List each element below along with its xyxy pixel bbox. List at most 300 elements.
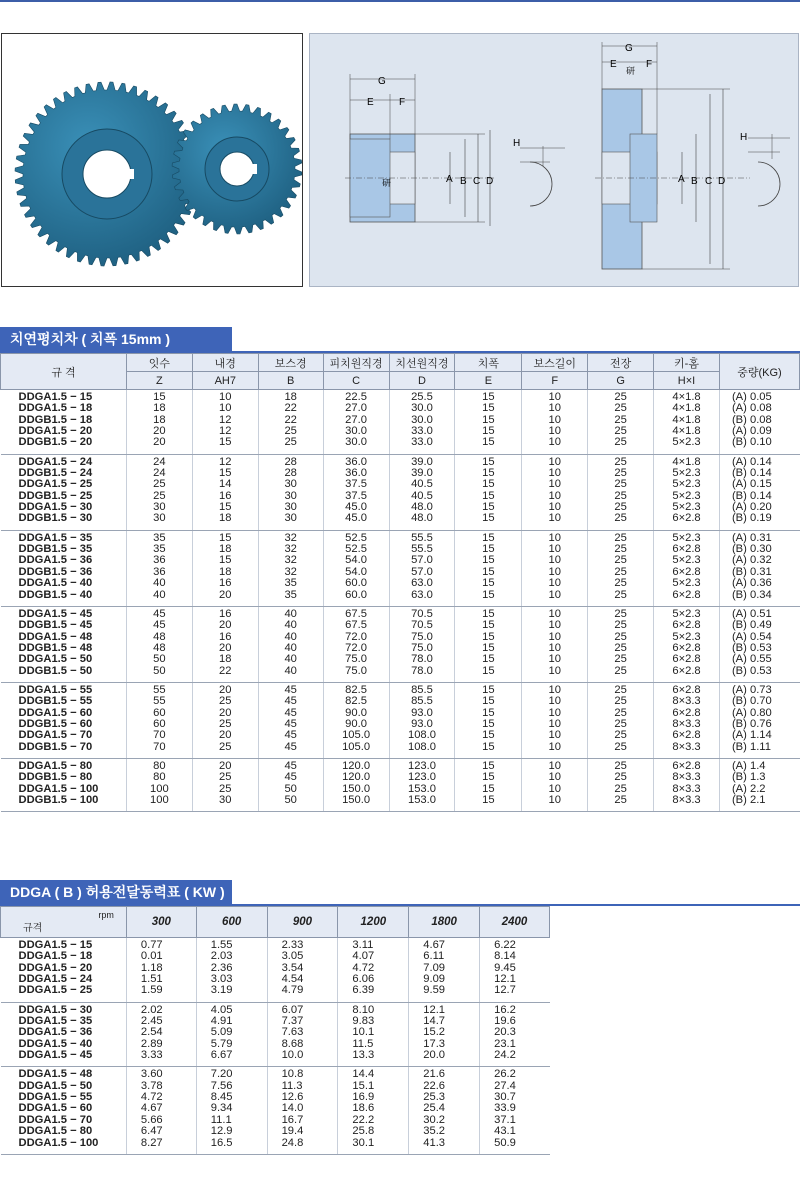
value-cell: 10.8 xyxy=(267,1067,338,1081)
value-cell: 25 xyxy=(192,784,258,795)
dimension-diagram xyxy=(309,33,799,287)
value-cell: 35 xyxy=(258,590,323,607)
value-cell: 15 xyxy=(455,606,522,620)
value-cell: 5.66 xyxy=(126,1115,196,1126)
weight-cell: (B) 2.1 xyxy=(719,795,799,812)
value-cell: 120.0 xyxy=(323,758,389,772)
value-cell: 5×2.3 xyxy=(654,502,720,513)
value-cell: 12.1 xyxy=(409,1002,480,1016)
value-cell: 48.0 xyxy=(389,513,455,530)
value-cell: 36 xyxy=(126,555,192,566)
model-cell: DDGA1.5 − 40 xyxy=(18,1037,93,1050)
value-cell: 15 xyxy=(455,567,522,578)
value-cell: 54.0 xyxy=(323,567,389,578)
value-cell: 25 xyxy=(588,643,654,654)
power-header-rpm: 2400 xyxy=(480,907,550,938)
value-cell: 5.79 xyxy=(196,1039,267,1050)
value-cell: 3.78 xyxy=(126,1081,196,1092)
dim-label-h-b: H xyxy=(740,132,748,143)
table-row xyxy=(1,682,800,696)
value-cell: 15.1 xyxy=(338,1081,409,1092)
value-cell: 25 xyxy=(588,555,654,566)
spec-header-symbol: Z xyxy=(126,372,192,390)
value-cell: 15 xyxy=(455,795,522,812)
value-cell: 50 xyxy=(126,654,192,665)
value-cell: 25 xyxy=(588,590,654,607)
value-cell: 25 xyxy=(258,437,323,454)
spec-table xyxy=(0,353,800,812)
table-row xyxy=(1,758,800,772)
model-cell: DDGA1.5 − 25 xyxy=(18,478,93,491)
weight-cell: (B) 0.49 xyxy=(719,620,799,631)
value-cell: 3.60 xyxy=(126,1067,196,1081)
model-cell: DDGA1.5 − 15 xyxy=(18,391,93,403)
gear-photo xyxy=(1,33,303,287)
value-cell: 6×2.8 xyxy=(654,682,720,696)
value-cell: 48 xyxy=(126,643,192,654)
gear-type-a-drawing xyxy=(345,74,565,226)
value-cell: 25 xyxy=(588,426,654,437)
value-cell: 20 xyxy=(192,708,258,719)
value-cell: 80 xyxy=(126,772,192,783)
value-cell: 82.5 xyxy=(323,696,389,707)
weight-cell: (A) 0.31 xyxy=(719,530,799,544)
value-cell: 24 xyxy=(126,454,192,468)
table-row xyxy=(1,403,800,414)
value-cell: 30 xyxy=(192,795,258,812)
value-cell: 10 xyxy=(522,578,588,589)
model-cell: DDGB1.5 − 60 xyxy=(18,717,93,730)
spec-header-symbol: D xyxy=(389,372,455,390)
dim-label-b-b: B xyxy=(691,176,698,187)
value-cell: 15 xyxy=(455,555,522,566)
value-cell: 30.1 xyxy=(338,1138,409,1155)
value-cell: 6×2.8 xyxy=(654,620,720,631)
value-cell: 37.5 xyxy=(323,491,389,502)
dim-label-g: G xyxy=(378,76,386,87)
value-cell: 39.0 xyxy=(389,454,455,468)
value-cell: 25 xyxy=(126,479,192,490)
large-gear-icon xyxy=(15,82,199,266)
weight-cell: (A) 0.55 xyxy=(719,654,799,665)
spec-section-title: 치연평치차 ( 치폭 15mm ) xyxy=(0,327,232,351)
table-row xyxy=(1,985,550,1002)
value-cell: 6.39 xyxy=(338,985,409,1002)
value-cell: 18 xyxy=(126,403,192,414)
weight-cell: (A) 1.14 xyxy=(719,730,799,741)
value-cell: 20 xyxy=(192,730,258,741)
value-cell: 48 xyxy=(126,632,192,643)
table-row xyxy=(1,654,800,665)
value-cell: 36.0 xyxy=(323,468,389,479)
value-cell: 25 xyxy=(588,390,654,404)
weight-cell: (A) 0.36 xyxy=(719,578,799,589)
table-row xyxy=(1,513,800,530)
value-cell: 70 xyxy=(126,730,192,741)
dimension-drawing xyxy=(310,34,798,286)
model-cell: DDGB1.5 − 20 xyxy=(1,437,127,454)
weight-cell: (A) 0.73 xyxy=(719,682,799,696)
value-cell: 12 xyxy=(192,426,258,437)
value-cell: 52.5 xyxy=(323,544,389,555)
value-cell: 16 xyxy=(192,606,258,620)
value-cell: 54.0 xyxy=(323,555,389,566)
value-cell: 45 xyxy=(258,696,323,707)
value-cell: 35 xyxy=(258,578,323,589)
power-header-model: 규격 xyxy=(23,923,43,934)
value-cell: 10 xyxy=(522,513,588,530)
value-cell: 15 xyxy=(455,719,522,730)
power-header-rpm: 900 xyxy=(267,907,338,938)
value-cell: 45 xyxy=(258,742,323,759)
weight-cell: (B) 0.10 xyxy=(719,437,799,454)
value-cell: 15 xyxy=(455,742,522,759)
spec-header-weight: 중량(KG) xyxy=(719,354,799,390)
value-cell: 82.5 xyxy=(323,682,389,696)
model-cell: DDGA1.5 − 18 xyxy=(18,950,93,963)
value-cell: 20 xyxy=(192,682,258,696)
value-cell: 10 xyxy=(522,491,588,502)
model-cell: DDGA1.5 − 60 xyxy=(18,1102,93,1115)
model-cell: DDGA1.5 − 100 xyxy=(18,782,99,795)
value-cell: 25 xyxy=(588,544,654,555)
value-cell: 25 xyxy=(192,742,258,759)
value-cell: 10 xyxy=(522,530,588,544)
weight-cell: (B) 0.19 xyxy=(719,513,799,530)
value-cell: 15 xyxy=(192,530,258,544)
value-cell: 25 xyxy=(588,454,654,468)
value-cell: 33.0 xyxy=(389,426,455,437)
value-cell: 5×2.3 xyxy=(654,632,720,643)
value-cell: 16.2 xyxy=(480,1002,550,1016)
value-cell: 153.0 xyxy=(389,795,455,812)
value-cell: 9.34 xyxy=(196,1103,267,1114)
value-cell: 10 xyxy=(522,682,588,696)
value-cell: 19.6 xyxy=(480,1016,550,1027)
value-cell: 1.51 xyxy=(126,974,196,985)
value-cell: 60 xyxy=(126,708,192,719)
value-cell: 7.09 xyxy=(409,963,480,974)
value-cell: 25 xyxy=(588,479,654,490)
dim-label-e-b: E xyxy=(610,59,617,70)
value-cell: 6.06 xyxy=(338,974,409,985)
value-cell: 30 xyxy=(126,502,192,513)
weight-cell: (B) 0.08 xyxy=(719,415,799,426)
weight-cell: (A) 0.05 xyxy=(719,390,799,404)
table-row xyxy=(1,1067,550,1081)
value-cell: 15 xyxy=(455,666,522,683)
value-cell: 6×2.8 xyxy=(654,758,720,772)
dim-label-c: C xyxy=(473,176,481,187)
value-cell: 25 xyxy=(258,426,323,437)
value-cell: 8.45 xyxy=(196,1092,267,1103)
spec-header-top: 내경 xyxy=(192,354,258,372)
value-cell: 40 xyxy=(258,632,323,643)
table-row xyxy=(1,578,800,589)
value-cell: 25 xyxy=(588,468,654,479)
power-header-rpm: 1200 xyxy=(338,907,409,938)
value-cell: 12.1 xyxy=(480,974,550,985)
value-cell: 43.1 xyxy=(480,1126,550,1137)
value-cell: 6×2.8 xyxy=(654,730,720,741)
value-cell: 30.0 xyxy=(389,415,455,426)
spec-header-top: 키-홈 xyxy=(654,354,720,372)
value-cell: 33.9 xyxy=(480,1103,550,1114)
value-cell: 4.67 xyxy=(409,938,480,952)
spec-header-symbol: E xyxy=(455,372,522,390)
model-cell: DDGA1.5 − 15 xyxy=(18,939,93,951)
value-cell: 60.0 xyxy=(323,590,389,607)
value-cell: 21.6 xyxy=(409,1067,480,1081)
value-cell: 18 xyxy=(192,544,258,555)
table-row xyxy=(1,1126,550,1137)
value-cell: 20 xyxy=(192,590,258,607)
value-cell: 70.5 xyxy=(389,606,455,620)
weight-cell: (A) 0.08 xyxy=(719,403,799,414)
weight-cell: (B) 0.70 xyxy=(719,696,799,707)
dim-label-c-b: C xyxy=(705,176,713,187)
value-cell: 10 xyxy=(192,390,258,404)
value-cell: 4.79 xyxy=(267,985,338,1002)
power-header-corner xyxy=(1,907,127,938)
value-cell: 60 xyxy=(126,719,192,730)
dim-label-a: A xyxy=(446,174,453,185)
value-cell: 41.3 xyxy=(409,1138,480,1155)
power-section-title: DDGA ( B ) 허용전달동력표 ( KW ) xyxy=(0,880,232,904)
value-cell: 22.6 xyxy=(409,1081,480,1092)
value-cell: 39.0 xyxy=(389,468,455,479)
value-cell: 6.22 xyxy=(480,938,550,952)
value-cell: 10 xyxy=(522,390,588,404)
value-cell: 123.0 xyxy=(389,758,455,772)
value-cell: 57.0 xyxy=(389,555,455,566)
table-row xyxy=(1,951,550,962)
value-cell: 18.6 xyxy=(338,1103,409,1114)
power-header-rpm: 600 xyxy=(196,907,267,938)
model-cell: DDGA1.5 − 45 xyxy=(18,607,93,620)
value-cell: 17.3 xyxy=(409,1039,480,1050)
value-cell: 85.5 xyxy=(389,696,455,707)
value-cell: 15 xyxy=(455,390,522,404)
value-cell: 19.4 xyxy=(267,1126,338,1137)
model-cell: DDGA1.5 − 80 xyxy=(18,1125,93,1138)
spec-header-top: 치폭 xyxy=(455,354,522,372)
value-cell: 16 xyxy=(192,491,258,502)
value-cell: 150.0 xyxy=(323,795,389,812)
value-cell: 4×1.8 xyxy=(654,390,720,404)
value-cell: 12.9 xyxy=(196,1126,267,1137)
value-cell: 28 xyxy=(258,468,323,479)
value-cell: 25 xyxy=(588,719,654,730)
value-cell: 14.7 xyxy=(409,1016,480,1027)
value-cell: 3.03 xyxy=(196,974,267,985)
model-cell: DDGA1.5 − 50 xyxy=(18,1079,93,1092)
value-cell: 25.5 xyxy=(389,390,455,404)
model-cell: DDGA1.5 − 20 xyxy=(18,425,93,438)
value-cell: 22.5 xyxy=(323,390,389,404)
value-cell: 6×2.8 xyxy=(654,708,720,719)
value-cell: 52.5 xyxy=(323,530,389,544)
table-row xyxy=(1,772,800,783)
value-cell: 25 xyxy=(588,567,654,578)
model-cell: DDGA1.5 − 20 xyxy=(18,961,93,974)
model-cell: DDGA1.5 − 18 xyxy=(18,402,93,415)
value-cell: 40 xyxy=(126,590,192,607)
value-cell: 85.5 xyxy=(389,682,455,696)
model-cell: DDGB1.5 − 40 xyxy=(1,590,127,607)
value-cell: 2.45 xyxy=(126,1016,196,1027)
value-cell: 15 xyxy=(455,479,522,490)
value-cell: 40 xyxy=(126,578,192,589)
value-cell: 108.0 xyxy=(389,730,455,741)
value-cell: 25 xyxy=(588,795,654,812)
value-cell: 45 xyxy=(258,708,323,719)
value-cell: 6.11 xyxy=(409,951,480,962)
model-cell: DDGA1.5 − 30 xyxy=(18,1003,93,1016)
value-cell: 10 xyxy=(522,479,588,490)
value-cell: 7.20 xyxy=(196,1067,267,1081)
value-cell: 37.1 xyxy=(480,1115,550,1126)
value-cell: 27.4 xyxy=(480,1081,550,1092)
value-cell: 150.0 xyxy=(323,784,389,795)
value-cell: 10 xyxy=(522,502,588,513)
value-cell: 15 xyxy=(455,654,522,665)
value-cell: 22 xyxy=(192,666,258,683)
value-cell: 10.1 xyxy=(338,1027,409,1038)
value-cell: 20 xyxy=(192,620,258,631)
value-cell: 25 xyxy=(588,682,654,696)
table-row xyxy=(1,530,800,544)
value-cell: 22.2 xyxy=(338,1115,409,1126)
value-cell: 10.0 xyxy=(267,1050,338,1067)
value-cell: 15 xyxy=(455,696,522,707)
value-cell: 25 xyxy=(588,606,654,620)
table-row xyxy=(1,1050,550,1067)
value-cell: 12.7 xyxy=(480,985,550,1002)
value-cell: 105.0 xyxy=(323,742,389,759)
value-cell: 4.72 xyxy=(338,963,409,974)
weight-cell: (B) 0.34 xyxy=(719,590,799,607)
value-cell: 15 xyxy=(192,502,258,513)
model-cell: DDGA1.5 − 25 xyxy=(1,985,127,1002)
value-cell: 25 xyxy=(192,772,258,783)
value-cell: 22 xyxy=(258,415,323,426)
table-row xyxy=(1,666,800,683)
value-cell: 5×2.3 xyxy=(654,491,720,502)
value-cell: 3.11 xyxy=(338,938,409,952)
weight-cell: (B) 0.14 xyxy=(719,468,799,479)
value-cell: 55.5 xyxy=(389,530,455,544)
value-cell: 15.2 xyxy=(409,1027,480,1038)
model-cell: DDGA1.5 − 48 xyxy=(18,630,93,643)
weight-cell: (A) 0.15 xyxy=(719,479,799,490)
value-cell: 4.72 xyxy=(126,1092,196,1103)
value-cell: 25 xyxy=(588,403,654,414)
model-cell: DDGA1.5 − 55 xyxy=(18,683,93,696)
value-cell: 75.0 xyxy=(389,643,455,654)
spec-table-body xyxy=(1,390,800,812)
weight-cell: (B) 1.3 xyxy=(719,772,799,783)
dim-label-h: H xyxy=(513,138,521,149)
value-cell: 25 xyxy=(588,708,654,719)
value-cell: 78.0 xyxy=(389,666,455,683)
weight-cell: (B) 0.76 xyxy=(719,719,799,730)
value-cell: 25.4 xyxy=(409,1103,480,1114)
value-cell: 10 xyxy=(522,758,588,772)
value-cell: 10 xyxy=(522,454,588,468)
weight-cell: (A) 2.2 xyxy=(719,784,799,795)
value-cell: 10 xyxy=(522,742,588,759)
value-cell: 10 xyxy=(522,544,588,555)
value-cell: 55.5 xyxy=(389,544,455,555)
value-cell: 25 xyxy=(588,415,654,426)
value-cell: 15 xyxy=(455,530,522,544)
model-cell: DDGA1.5 − 60 xyxy=(18,706,93,719)
value-cell: 10 xyxy=(522,730,588,741)
value-cell: 22 xyxy=(258,403,323,414)
spec-header-symbol: G xyxy=(588,372,654,390)
value-cell: 25 xyxy=(588,632,654,643)
weight-cell: (B) 0.30 xyxy=(719,544,799,555)
value-cell: 30.0 xyxy=(323,426,389,437)
model-cell: DDGA1.5 − 48 xyxy=(18,1068,93,1081)
value-cell: 15 xyxy=(126,390,192,404)
model-cell: DDGB1.5 − 30 xyxy=(1,513,127,530)
finish-mark-icon: 研 xyxy=(382,178,392,188)
value-cell: 4.54 xyxy=(267,974,338,985)
value-cell: 24.2 xyxy=(480,1050,550,1067)
value-cell: 2.03 xyxy=(196,951,267,962)
dim-label-f: F xyxy=(399,97,406,108)
value-cell: 0.77 xyxy=(126,938,196,952)
value-cell: 25 xyxy=(588,772,654,783)
model-cell: DDGA1.5 − 24 xyxy=(18,455,93,468)
value-cell: 36 xyxy=(126,567,192,578)
value-cell: 100 xyxy=(126,784,192,795)
value-cell: 25 xyxy=(588,666,654,683)
value-cell: 25 xyxy=(588,502,654,513)
table-row xyxy=(1,795,800,812)
spec-header-top: 전장 xyxy=(588,354,654,372)
value-cell: 24.8 xyxy=(267,1138,338,1155)
value-cell: 11.5 xyxy=(338,1039,409,1050)
value-cell: 30.2 xyxy=(409,1115,480,1126)
value-cell: 45 xyxy=(258,682,323,696)
value-cell: 25 xyxy=(588,437,654,454)
value-cell: 50.9 xyxy=(480,1138,550,1155)
value-cell: 6×2.8 xyxy=(654,654,720,665)
weight-cell: (A) 0.32 xyxy=(719,555,799,566)
value-cell: 5×2.3 xyxy=(654,530,720,544)
value-cell: 18 xyxy=(192,654,258,665)
spec-header-top: 보스경 xyxy=(258,354,323,372)
spec-header-top: 보스길이 xyxy=(522,354,588,372)
value-cell: 25 xyxy=(588,491,654,502)
value-cell: 8×3.3 xyxy=(654,784,720,795)
value-cell: 10 xyxy=(522,643,588,654)
value-cell: 10 xyxy=(522,772,588,783)
value-cell: 75.0 xyxy=(389,632,455,643)
value-cell: 40 xyxy=(258,666,323,683)
value-cell: 18 xyxy=(192,567,258,578)
value-cell: 3.05 xyxy=(267,951,338,962)
value-cell: 57.0 xyxy=(389,567,455,578)
model-cell: DDGA1.5 − 36 xyxy=(18,554,93,567)
value-cell: 18 xyxy=(258,390,323,404)
value-cell: 72.0 xyxy=(323,643,389,654)
value-cell: 10 xyxy=(522,696,588,707)
value-cell: 72.0 xyxy=(323,632,389,643)
